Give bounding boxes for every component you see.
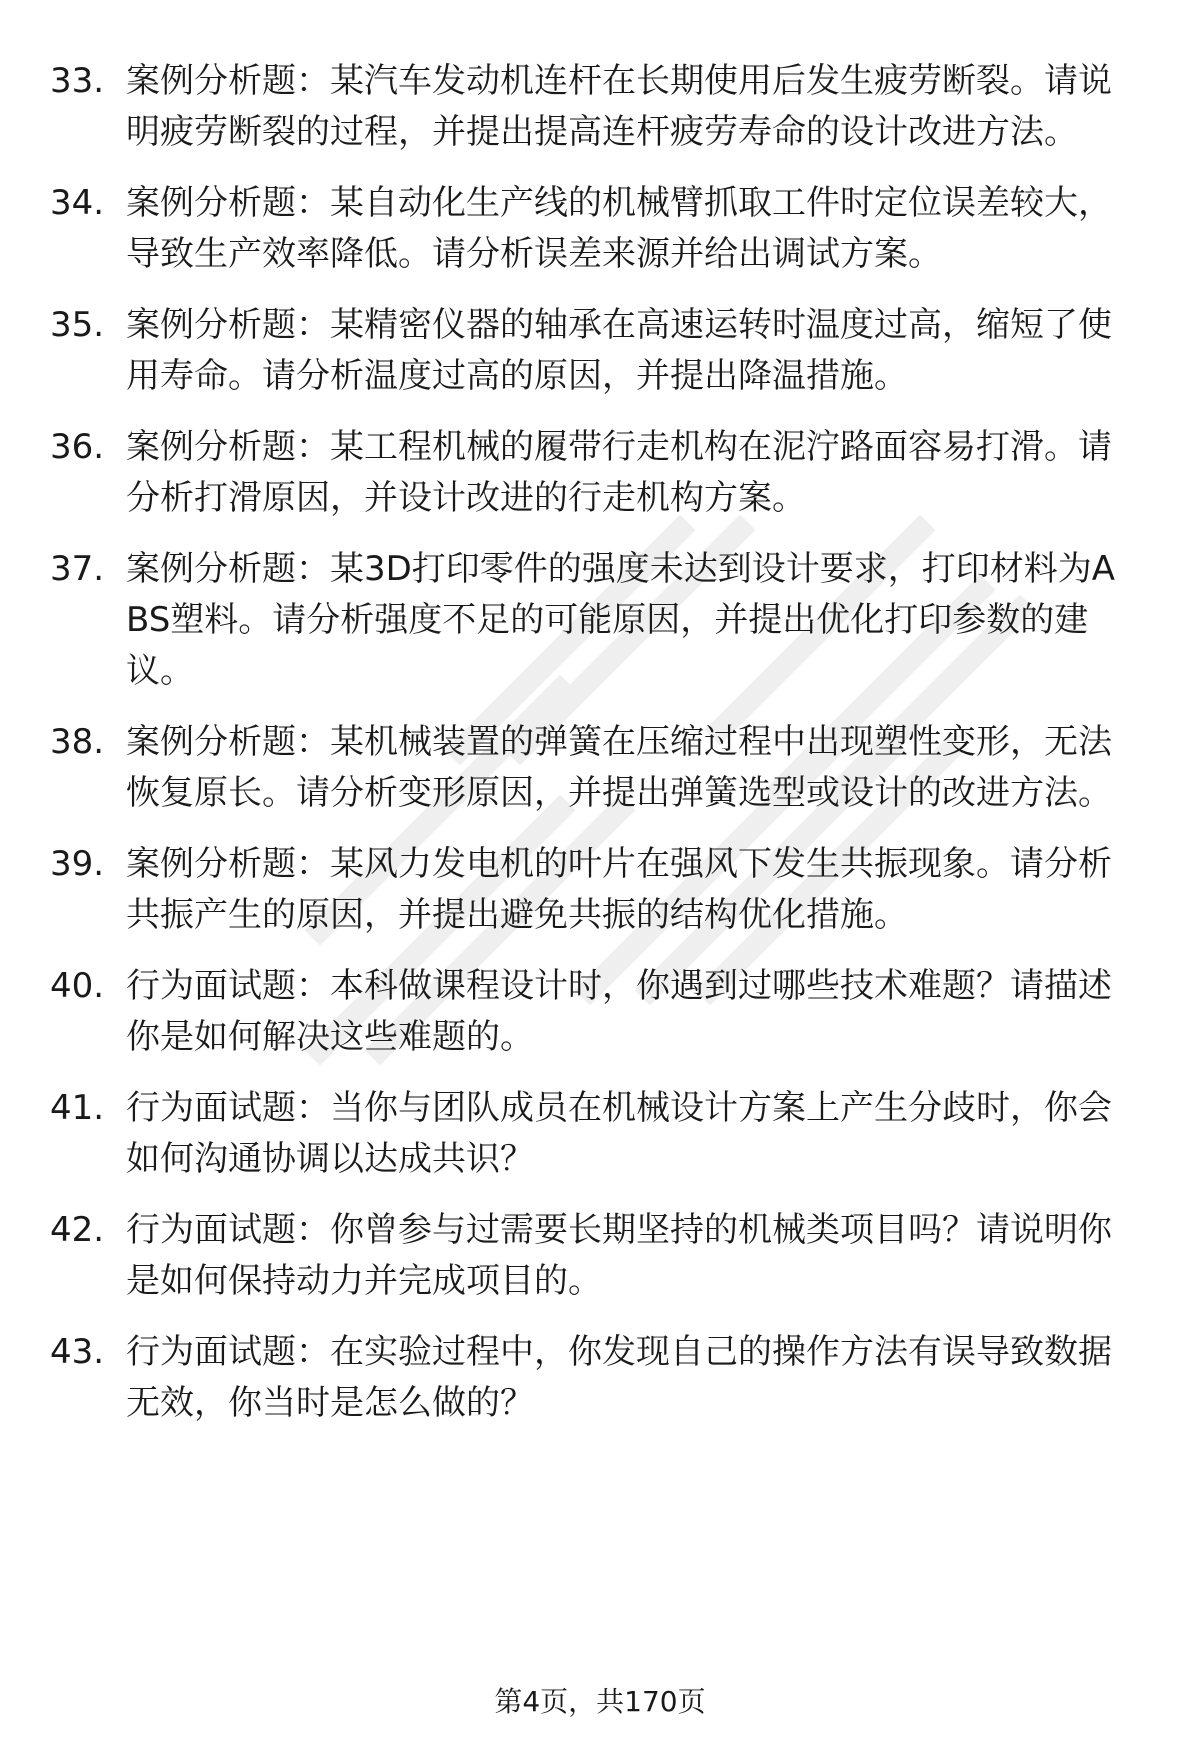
list-item xyxy=(50,1327,1150,1429)
question-text: 行为面试题：你曾参与过需要长期坚持的机械类项目吗？请说明你是如何保持动力并完成项目的。 xyxy=(126,1210,1112,1301)
question-text: 案例分析题：某精密仪器的轴承在高速运转时温度过高，缩短了使用寿命。请分析温度过高的原因，并提出降温措施。 xyxy=(126,305,1112,396)
question-number: 36. xyxy=(50,427,105,467)
question-number: 41. xyxy=(50,1088,105,1128)
question-text: 行为面试题：本科做课程设计时，你遇到过哪些技术难题？请描述你是如何解决这些难题的。 xyxy=(126,966,1112,1057)
question-number: 37. xyxy=(50,549,105,589)
list-item xyxy=(50,1083,1150,1185)
list-item xyxy=(50,178,1150,280)
question-text: 案例分析题：某机械装置的弹簧在压缩过程中出现塑性变形，无法恢复原长。请分析变形原因，并提出弹簧选型或设计的改进方法。 xyxy=(126,722,1112,813)
question-text: 案例分析题：某风力发电机的叶片在强风下发生共振现象。请分析共振产生的原因，并提出避免共振的结构优化措施。 xyxy=(126,844,1112,935)
list-item xyxy=(50,961,1150,1063)
list-item xyxy=(50,1205,1150,1307)
list-item xyxy=(50,422,1150,524)
list-item xyxy=(50,717,1150,819)
question-number: 35. xyxy=(50,305,105,345)
list-item xyxy=(50,300,1150,402)
question-list xyxy=(50,56,1150,1429)
list-item xyxy=(50,544,1150,697)
question-text: 案例分析题：某自动化生产线的机械臂抓取工件时定位误差较大，导致生产效率降低。请分析误差来源并给出调试方案。 xyxy=(126,183,1112,274)
question-text: 案例分析题：某工程机械的履带行走机构在泥泞路面容易打滑。请分析打滑原因，并设计改进的行走机构方案。 xyxy=(126,427,1112,518)
question-number: 42. xyxy=(50,1210,105,1250)
question-text: 行为面试题：在实验过程中，你发现自己的操作方法有误导致数据无效，你当时是怎么做的？ xyxy=(126,1332,1112,1423)
question-number: 39. xyxy=(50,844,105,884)
question-text: 案例分析题：某3D打印零件的强度未达到设计要求，打印材料为ABS塑料。请分析强度不足的可能原因，并提出优化打印参数的建议。 xyxy=(126,549,1116,691)
question-text: 行为面试题：当你与团队成员在机械设计方案上产生分歧时，你会如何沟通协调以达成共识？ xyxy=(126,1088,1112,1179)
list-item xyxy=(50,56,1150,158)
question-text: 案例分析题：某汽车发动机连杆在长期使用后发生疲劳断裂。请说明疲劳断裂的过程，并提出提高连杆疲劳寿命的设计改进方法。 xyxy=(126,61,1112,152)
page-number-footer: 第4页，共170页 xyxy=(494,1685,706,1718)
question-number: 33. xyxy=(50,61,105,101)
question-number: 34. xyxy=(50,183,105,223)
list-item xyxy=(50,839,1150,941)
question-number: 43. xyxy=(50,1332,105,1372)
question-number: 38. xyxy=(50,722,105,762)
question-number: 40. xyxy=(50,966,105,1006)
